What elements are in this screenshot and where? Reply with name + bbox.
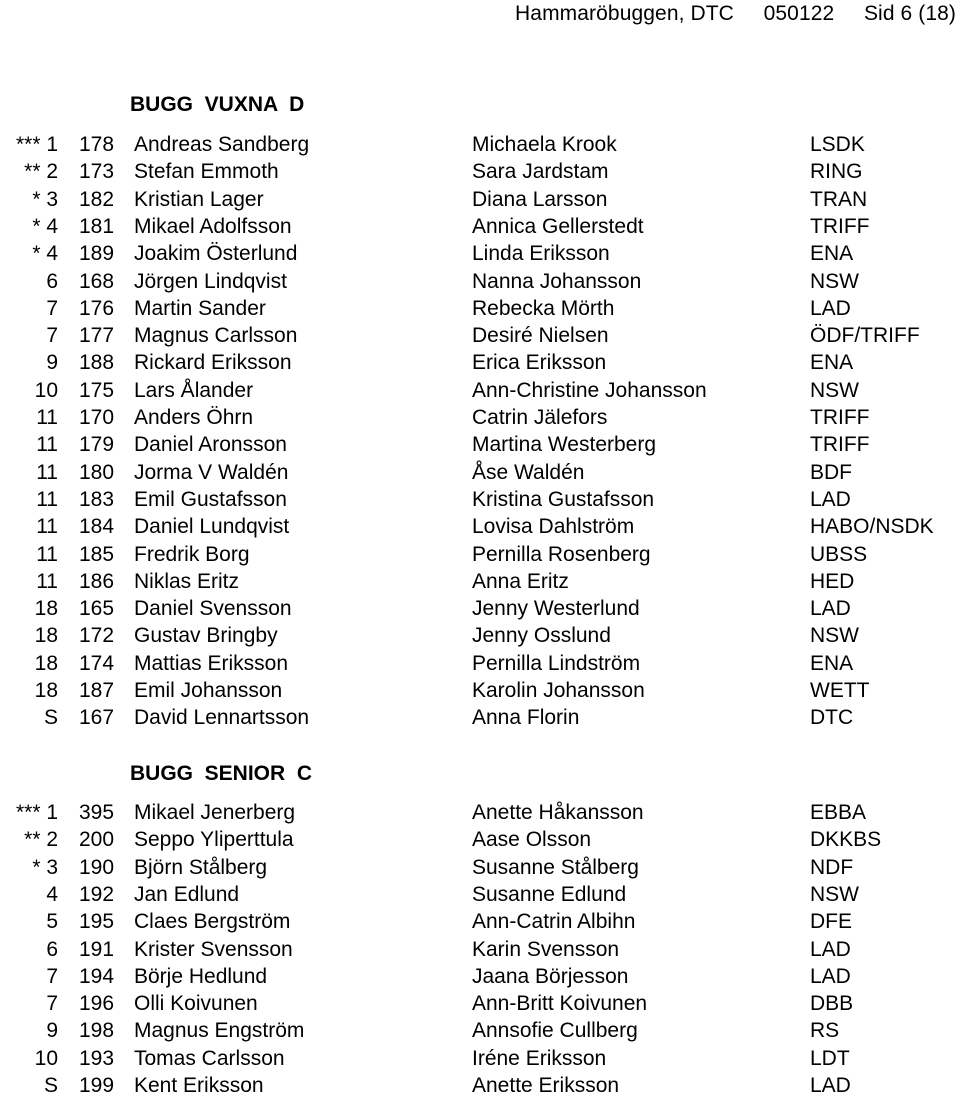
start-number: 183 (79, 487, 115, 511)
follow-dancer-name: Ann-Britt Koivunen (472, 992, 648, 1016)
start-number: 186 (79, 569, 115, 593)
result-row (0, 158, 960, 185)
follow-dancer-name: Jenny Westerlund (472, 597, 640, 621)
result-row (0, 677, 960, 704)
follow-dancer-name: Aase Olsson (472, 828, 592, 852)
club-code: DFE (810, 910, 852, 934)
start-number: 177 (79, 324, 115, 348)
club-code: EBBA (810, 801, 867, 824)
lead-dancer-name: Jan Edlund (134, 882, 240, 906)
start-number: 174 (79, 651, 115, 675)
lead-dancer-name: Tomas Carlsson (134, 1046, 285, 1070)
lead-dancer-name: Mikael Jenerberg (134, 801, 296, 824)
lead-dancer-name: Daniel Aronsson (134, 433, 287, 457)
start-number: 194 (79, 964, 115, 988)
placement: * 3 (32, 187, 58, 211)
follow-dancer-name: Anna Eritz (472, 569, 569, 593)
result-row (0, 1017, 960, 1044)
club-code: LSDK (810, 133, 865, 156)
club-code: NSW (810, 378, 859, 402)
result-row (0, 799, 960, 826)
result-row (0, 568, 960, 595)
placement: 4 (46, 882, 58, 906)
result-row (0, 908, 960, 935)
club-code: ENA (810, 651, 854, 675)
page-header: Hammaröbuggen, DTC 050122 Sid 6 (18) (515, 2, 956, 25)
result-row (0, 404, 960, 431)
placement: 11 (36, 433, 58, 457)
placement: 18 (34, 679, 58, 702)
lead-dancer-name: Jörgen Lindqvist (134, 269, 287, 293)
placement: 18 (34, 651, 58, 675)
lead-dancer-name: Olli Koivunen (134, 992, 258, 1016)
placement: *** 1 (15, 133, 58, 156)
follow-dancer-name: Rebecka Mörth (472, 296, 615, 320)
placement: 10 (34, 1046, 58, 1070)
placement: 6 (46, 937, 58, 961)
follow-dancer-name: Erica Eriksson (472, 351, 607, 375)
result-row (0, 186, 960, 213)
start-number: 191 (79, 937, 115, 961)
lead-dancer-name: Martin Sander (134, 296, 266, 320)
start-number: 395 (79, 801, 115, 824)
follow-dancer-name: Sara Jardstam (472, 160, 609, 184)
follow-dancer-name: Jaana Börjesson (472, 964, 629, 988)
start-number: 184 (79, 515, 115, 539)
lead-dancer-name: Gustav Bringby (134, 624, 278, 648)
placement: S (43, 1074, 58, 1097)
club-code: TRIFF (810, 214, 870, 238)
club-code: HED (810, 569, 855, 593)
result-row (0, 854, 960, 881)
follow-dancer-name: Susanne Stålberg (472, 855, 639, 879)
result-row (0, 1045, 960, 1072)
placement: 9 (46, 351, 58, 375)
club-code: LAD (810, 1074, 851, 1097)
lead-dancer-name: Björn Stålberg (134, 855, 268, 879)
follow-dancer-name: Desiré Nielsen (472, 324, 609, 348)
lead-dancer-name: Seppo Yliperttula (134, 828, 294, 852)
placement: * 3 (32, 855, 58, 879)
result-row (0, 936, 960, 963)
club-code: NSW (810, 882, 859, 906)
start-number: 196 (79, 992, 115, 1016)
follow-dancer-name: Ann-Catrin Albihn (472, 910, 636, 934)
club-code: HABO/NSDK (810, 515, 934, 539)
start-number: 173 (79, 160, 115, 184)
follow-dancer-name: Diana Larsson (472, 187, 608, 211)
result-row (0, 826, 960, 853)
club-code: UBSS (810, 542, 868, 566)
follow-dancer-name: Annsofie Cullberg (472, 1019, 638, 1043)
follow-dancer-name: Karolin Johansson (472, 679, 645, 702)
club-code: ÖDF/TRIFF (810, 324, 920, 348)
result-row (0, 459, 960, 486)
lead-dancer-name: Magnus Engström (134, 1019, 305, 1043)
result-row (0, 240, 960, 267)
club-code: TRAN (810, 187, 868, 211)
follow-dancer-name: Iréne Eriksson (472, 1046, 607, 1070)
lead-dancer-name: Stefan Emmoth (134, 160, 279, 184)
result-row (0, 486, 960, 513)
start-number: 192 (79, 882, 115, 906)
lead-dancer-name: Rickard Eriksson (134, 351, 292, 375)
start-number: 175 (79, 378, 115, 402)
result-row (0, 295, 960, 322)
start-number: 172 (79, 624, 115, 648)
lead-dancer-name: Lars Ålander (134, 378, 254, 402)
section-title: BUGG VUXNA D (130, 93, 305, 116)
lead-dancer-name: Kent Eriksson (134, 1074, 264, 1097)
lead-dancer-name: Emil Johansson (134, 679, 283, 702)
placement: 10 (34, 378, 58, 402)
club-code: DBB (810, 992, 854, 1016)
club-code: ENA (810, 242, 854, 266)
club-code: LAD (810, 296, 851, 320)
lead-dancer-name: Claes Bergström (134, 910, 291, 934)
result-row (0, 650, 960, 677)
follow-dancer-name: Pernilla Lindström (472, 651, 641, 675)
club-code: RS (810, 1019, 840, 1043)
start-number: 181 (79, 214, 115, 238)
start-number: 198 (79, 1019, 115, 1043)
placement: * 4 (32, 214, 58, 238)
club-code: TRIFF (810, 406, 870, 429)
lead-dancer-name: Börje Hedlund (134, 964, 268, 988)
follow-dancer-name: Anna Florin (472, 706, 580, 730)
start-number: 168 (79, 269, 115, 293)
placement: 11 (36, 515, 58, 539)
result-row (0, 268, 960, 295)
start-number: 185 (79, 542, 115, 566)
club-code: NDF (810, 855, 854, 879)
placement: * 4 (32, 242, 58, 266)
club-code: ENA (810, 351, 854, 375)
follow-dancer-name: Anette Håkansson (472, 801, 644, 824)
start-number: 187 (79, 679, 115, 702)
placement: 6 (46, 269, 58, 293)
lead-dancer-name: David Lennartsson (134, 706, 310, 730)
placement: 11 (36, 569, 58, 593)
start-number: 190 (79, 855, 115, 879)
result-row (0, 131, 960, 158)
result-row (0, 513, 960, 540)
follow-dancer-name: Kristina Gustafsson (472, 487, 655, 511)
club-code: LAD (810, 937, 851, 961)
start-number: 167 (79, 706, 115, 730)
start-number: 179 (79, 433, 115, 457)
follow-dancer-name: Lovisa Dahlström (472, 515, 635, 539)
start-number: 189 (79, 242, 115, 266)
result-row (0, 1072, 960, 1099)
follow-dancer-name: Nanna Johansson (472, 269, 642, 293)
lead-dancer-name: Krister Svensson (134, 937, 293, 961)
club-code: DTC (810, 706, 854, 730)
start-number: 188 (79, 351, 115, 375)
placement: 11 (36, 460, 58, 484)
section-title: BUGG SENIOR C (130, 762, 313, 785)
club-code: TRIFF (810, 433, 870, 457)
club-code: DKKBS (810, 828, 882, 852)
result-row (0, 431, 960, 458)
result-row (0, 622, 960, 649)
start-number: 165 (79, 597, 115, 621)
lead-dancer-name: Joakim Österlund (134, 242, 298, 266)
follow-dancer-name: Ann-Christine Johansson (472, 378, 707, 402)
placement: 7 (46, 964, 58, 988)
result-row (0, 541, 960, 568)
follow-dancer-name: Linda Eriksson (472, 242, 610, 266)
result-row (0, 377, 960, 404)
club-code: NSW (810, 269, 859, 293)
start-number: 170 (79, 406, 115, 429)
result-row (0, 595, 960, 622)
placement: ** 2 (24, 160, 58, 184)
lead-dancer-name: Magnus Carlsson (134, 324, 298, 348)
placement: S (43, 706, 58, 730)
follow-dancer-name: Annica Gellerstedt (472, 214, 644, 238)
follow-dancer-name: Anette Eriksson (472, 1074, 620, 1097)
result-row (0, 963, 960, 990)
club-code: BDF (810, 460, 852, 484)
result-row (0, 322, 960, 349)
follow-dancer-name: Åse Waldén (472, 460, 585, 484)
lead-dancer-name: Mattias Eriksson (134, 651, 289, 675)
club-code: NSW (810, 624, 859, 648)
result-row (0, 881, 960, 908)
placement: ** 2 (24, 828, 58, 852)
club-code: LAD (810, 597, 851, 621)
lead-dancer-name: Daniel Lundqvist (134, 515, 290, 539)
result-row (0, 213, 960, 240)
follow-dancer-name: Martina Westerberg (472, 433, 657, 457)
lead-dancer-name: Jorma V Waldén (134, 460, 289, 484)
club-code: LAD (810, 964, 851, 988)
placement: 11 (36, 406, 58, 429)
lead-dancer-name: Niklas Eritz (134, 569, 240, 593)
placement: 18 (34, 597, 58, 621)
result-row (0, 349, 960, 376)
start-number: 199 (79, 1074, 115, 1097)
placement: 11 (36, 487, 58, 511)
placement: 9 (46, 1019, 58, 1043)
lead-dancer-name: Kristian Lager (134, 187, 264, 211)
club-code: WETT (810, 679, 870, 702)
placement: 11 (36, 542, 58, 566)
follow-dancer-name: Susanne Edlund (472, 882, 627, 906)
start-number: 193 (79, 1046, 115, 1070)
club-code: RING (810, 160, 863, 184)
placement: 5 (46, 910, 58, 934)
lead-dancer-name: Fredrik Borg (134, 542, 250, 566)
placement: 18 (34, 624, 58, 648)
result-row (0, 704, 960, 731)
placement: *** 1 (15, 801, 58, 824)
follow-dancer-name: Karin Svensson (472, 937, 620, 961)
lead-dancer-name: Daniel Svensson (134, 597, 292, 621)
follow-dancer-name: Pernilla Rosenberg (472, 542, 651, 566)
start-number: 182 (79, 187, 115, 211)
start-number: 195 (79, 910, 115, 934)
start-number: 178 (79, 133, 115, 156)
club-code: LAD (810, 487, 851, 511)
club-code: LDT (810, 1046, 850, 1070)
start-number: 180 (79, 460, 115, 484)
result-row (0, 990, 960, 1017)
start-number: 200 (79, 828, 115, 852)
lead-dancer-name: Andreas Sandberg (134, 133, 310, 156)
follow-dancer-name: Jenny Osslund (472, 624, 611, 648)
follow-dancer-name: Catrin Jälefors (472, 406, 608, 429)
start-number: 176 (79, 296, 115, 320)
lead-dancer-name: Emil Gustafsson (134, 487, 287, 511)
placement: 7 (46, 992, 58, 1016)
placement: 7 (46, 296, 58, 320)
lead-dancer-name: Anders Öhrn (134, 406, 254, 429)
placement: 7 (46, 324, 58, 348)
follow-dancer-name: Michaela Krook (472, 133, 617, 156)
lead-dancer-name: Mikael Adolfsson (134, 214, 292, 238)
